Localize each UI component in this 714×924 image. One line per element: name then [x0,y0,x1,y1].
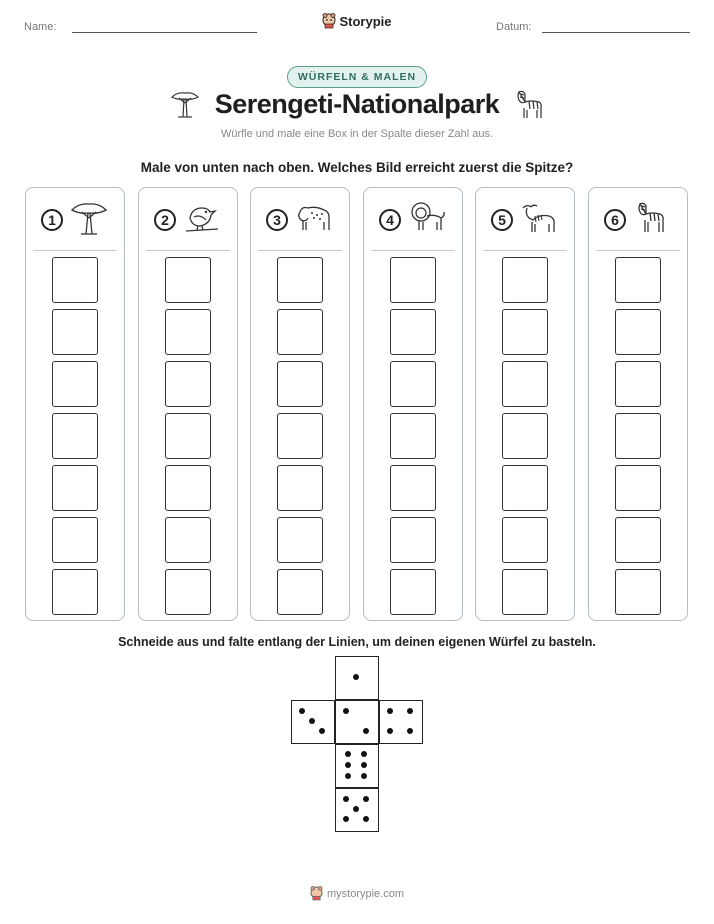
pip [387,708,393,714]
column-2 [138,187,238,621]
die-face-5 [335,788,379,832]
color-box[interactable] [277,361,323,407]
column-3 [250,187,350,621]
footer-url: mystorypie.com [326,887,405,900]
color-box[interactable] [502,309,548,355]
color-box[interactable] [52,517,98,563]
color-box[interactable] [615,413,661,459]
column-number: 5 [491,209,513,231]
pip [299,708,305,714]
pip [363,728,369,734]
die-face-2 [335,700,379,744]
pip [353,674,359,680]
column-4 [363,187,463,621]
column-1 [25,187,125,621]
color-box[interactable] [390,361,436,407]
color-box[interactable] [52,569,98,615]
color-box[interactable] [277,257,323,303]
wildebeest-icon [519,198,559,243]
color-box[interactable] [52,361,98,407]
column-header [251,198,349,242]
color-box[interactable] [615,361,661,407]
color-box[interactable] [390,309,436,355]
color-box[interactable] [165,569,211,615]
color-box[interactable] [615,465,661,511]
column-divider [258,250,342,251]
color-box[interactable] [615,569,661,615]
pip [343,796,349,802]
hyena-icon [294,198,334,243]
pip [343,816,349,822]
name-label: Name: [24,21,57,33]
bird-icon [182,198,222,243]
die-face-6 [335,744,379,788]
color-box[interactable] [277,309,323,355]
column-number: 4 [379,209,401,231]
pip [407,728,413,734]
pip [407,708,413,714]
color-box[interactable] [502,569,548,615]
color-box[interactable] [615,517,661,563]
color-box[interactable] [165,361,211,407]
color-box[interactable] [615,309,661,355]
color-box[interactable] [502,517,548,563]
column-number: 3 [266,209,288,231]
color-box[interactable] [502,413,548,459]
title-row [0,88,714,120]
color-box[interactable] [165,517,211,563]
column-divider [596,250,680,251]
color-box[interactable] [165,465,211,511]
color-box[interactable] [52,413,98,459]
column-divider [483,250,567,251]
column-header [476,198,574,242]
pip [353,806,359,812]
lion-icon [407,198,447,243]
color-box[interactable] [277,517,323,563]
column-number: 6 [604,209,626,231]
color-box[interactable] [52,257,98,303]
die-face-1 [335,656,379,700]
color-box[interactable] [277,465,323,511]
brand-logo [0,13,714,29]
color-box[interactable] [390,569,436,615]
acacia-tree-icon [169,89,201,119]
pip [363,816,369,822]
column-divider [146,250,230,251]
color-box[interactable] [277,413,323,459]
column-header [589,198,687,242]
color-box[interactable] [52,309,98,355]
brand-name: Storypie [339,13,392,29]
color-box[interactable] [390,465,436,511]
pip [345,762,351,768]
pip [363,796,369,802]
zebra-icon [513,88,545,120]
pip [343,708,349,714]
acacia-tree-icon [69,198,109,243]
color-box[interactable] [390,413,436,459]
color-box[interactable] [502,361,548,407]
activity-badge [0,66,714,88]
storypie-mascot-icon [310,886,323,901]
pip [361,762,367,768]
badge-label: WÜRFELN & MALEN [287,66,427,88]
color-box[interactable] [390,517,436,563]
pip [361,751,367,757]
pip [345,751,351,757]
color-box[interactable] [615,257,661,303]
column-5 [475,187,575,621]
die-face-3 [291,700,335,744]
color-box[interactable] [390,257,436,303]
die-face-4 [379,700,423,744]
pip [309,718,315,724]
name-field[interactable] [72,32,257,33]
pip [345,773,351,779]
date-label: Datum: [496,21,532,33]
column-header [364,198,462,242]
column-6 [588,187,688,621]
pip [361,773,367,779]
column-divider [371,250,455,251]
column-number: 2 [154,209,176,231]
color-box[interactable] [277,569,323,615]
zebra-icon [632,198,672,243]
pip [387,728,393,734]
date-field[interactable] [542,32,690,33]
color-box[interactable] [502,465,548,511]
instruction: Male von unten nach oben. Welches Bild erreicht zuerst die Spitze? [140,160,574,175]
subtitle: Würfle und male eine Box in der Spalte dieser Zahl aus. [220,128,494,140]
column-header [139,198,237,242]
footer [0,886,714,901]
pip [319,728,325,734]
column-divider [33,250,117,251]
page-title: Serengeti-Nationalpark [214,88,500,119]
column-number: 1 [41,209,63,231]
storypie-mascot-icon [322,13,336,29]
color-box[interactable] [165,257,211,303]
color-box[interactable] [165,309,211,355]
color-box[interactable] [165,413,211,459]
column-header [26,198,124,242]
color-box[interactable] [52,465,98,511]
color-box[interactable] [502,257,548,303]
cut-instruction: Schneide aus und falte entlang der Linien, um deinen eigenen Würfel zu basteln. [118,635,596,649]
